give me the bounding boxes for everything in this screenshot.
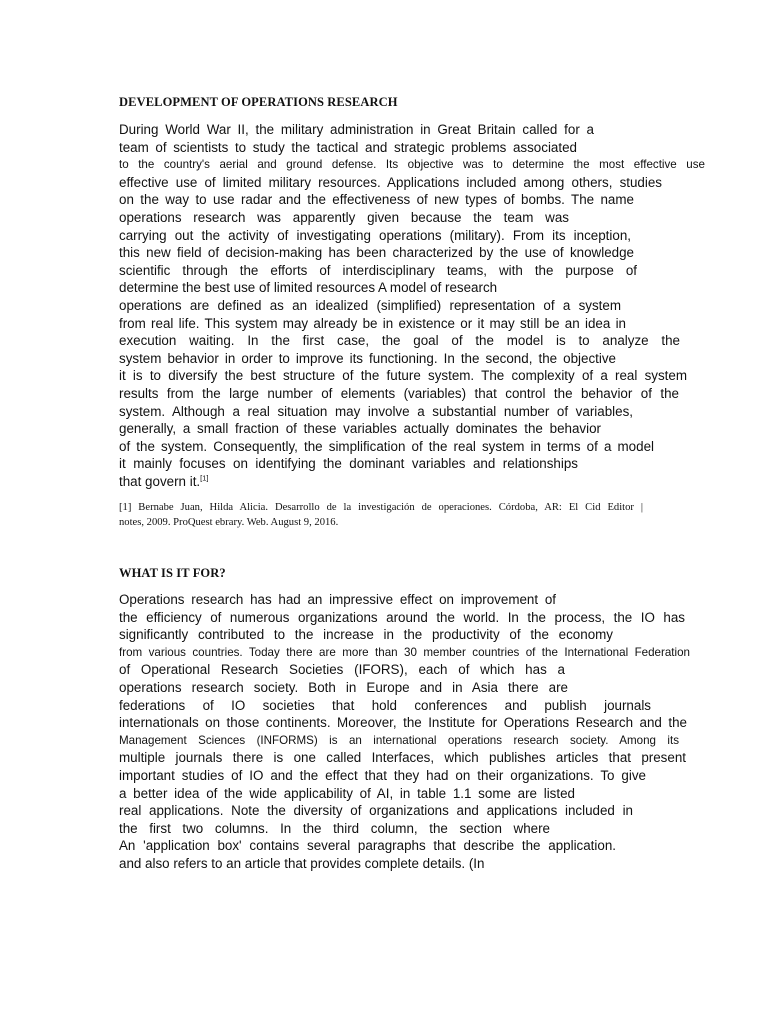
text-line: internationals on those continents. Moreover, the Institute for Operations Research and the xyxy=(119,715,687,731)
text-line-last xyxy=(119,473,687,491)
text-line: and also refers to an article that provides complete details. (In xyxy=(119,855,485,871)
section-body-what-is-it-for xyxy=(119,591,690,873)
text-line: significantly contributed to the increase in the productivity of the economy xyxy=(119,627,613,643)
text-line: this new field of decision-making has been characterized by the use of knowledge xyxy=(119,245,634,261)
text-line: to the country's aerial and ground defense. Its objective was to determine the most effective use xyxy=(119,158,705,172)
text-line: a better idea of the wide applicability of AI, in table 1.1 some are listed xyxy=(119,785,575,801)
text-line: of the system. Consequently, the simplification of the real system in terms of a model xyxy=(119,438,654,454)
text-line: that govern it. xyxy=(119,473,201,489)
text-line: During World War II, the military administration in Great Britain called for a xyxy=(119,122,594,137)
footnote xyxy=(119,500,643,530)
section-body-development xyxy=(119,121,705,490)
footnote-reference-mark[interactable]: [1] xyxy=(200,473,209,483)
footnote-line: notes, 2009. ProQuest ebrary. Web. August 9, 2016. xyxy=(119,517,339,528)
text-line: results from the large number of elements (variables) that control the behavior of the xyxy=(119,385,679,401)
text-line: real applications. Note the diversity of organizations and applications included in xyxy=(119,803,633,819)
text-line: Operations research has had an impressive effect on improvement of xyxy=(119,592,556,607)
text-line: system. Although a real situation may involve a substantial number of variables, xyxy=(119,403,633,419)
text-line: scientific through the efforts of interdisciplinary teams, with the purpose of xyxy=(119,262,637,278)
section-heading-what-is-it-for: WHAT IS IT FOR? xyxy=(119,566,226,580)
text-line: An 'application box' contains several paragraphs that describe the application. xyxy=(119,838,616,854)
text-line: from real life. This system may already be in existence or it may still be an idea in xyxy=(119,315,626,331)
text-line: Management Sciences (INFORMS) is an international operations research society. Among its xyxy=(119,733,679,747)
text-line: it mainly focuses on identifying the dominant variables and relationships xyxy=(119,456,578,472)
text-line: from various countries. Today there are more than 30 member countries of the International Federation xyxy=(119,645,690,659)
text-line: the efficiency of numerous organizations around the world. In the process, the IO has xyxy=(119,609,685,625)
text-line: the first two columns. In the third column, the section where xyxy=(119,820,550,836)
text-line: of Operational Research Societies (IFORS), each of which has a xyxy=(119,662,565,678)
text-line: generally, a small fraction of these variables actually dominates the behavior xyxy=(119,421,601,437)
section-heading-development: DEVELOPMENT OF OPERATIONS RESEARCH xyxy=(119,95,398,109)
text-line: multiple journals there is one called Interfaces, which publishes articles that present xyxy=(119,750,686,766)
text-line: system behavior in order to improve its functioning. In the second, the objective xyxy=(119,350,616,366)
text-line: effective use of limited military resources. Applications included among others, studies xyxy=(119,174,662,190)
text-line: team of scientists to study the tactical and strategic problems associated xyxy=(119,139,577,155)
text-line: determine the best use of limited resources A model of research xyxy=(119,280,498,296)
text-line: operations research society. Both in Europe and in Asia there are xyxy=(119,679,568,695)
text-line: carrying out the activity of investigating operations (military). From its inception, xyxy=(119,227,631,243)
text-line: it is to diversify the best structure of the future system. The complexity of a real system xyxy=(119,368,687,384)
text-line: federations of IO societies that hold conferences and publish journals xyxy=(119,697,651,713)
text-line: on the way to use radar and the effectiveness of new types of bombs. The name xyxy=(119,192,634,208)
text-line: important studies of IO and the effect that they had on their organizations. To give xyxy=(119,767,646,783)
text-line: execution waiting. In the first case, the goal of the model is to analyze the xyxy=(119,333,680,349)
footnote-line: [1] Bernabe Juan, Hilda Alicia. Desarrollo de la investigación de operaciones. Córdoba, AR: El Cid Editor | xyxy=(119,502,643,513)
text-line: operations research was apparently given because the team was xyxy=(119,209,569,225)
text-line: operations are defined as an idealized (simplified) representation of a system xyxy=(119,297,621,313)
